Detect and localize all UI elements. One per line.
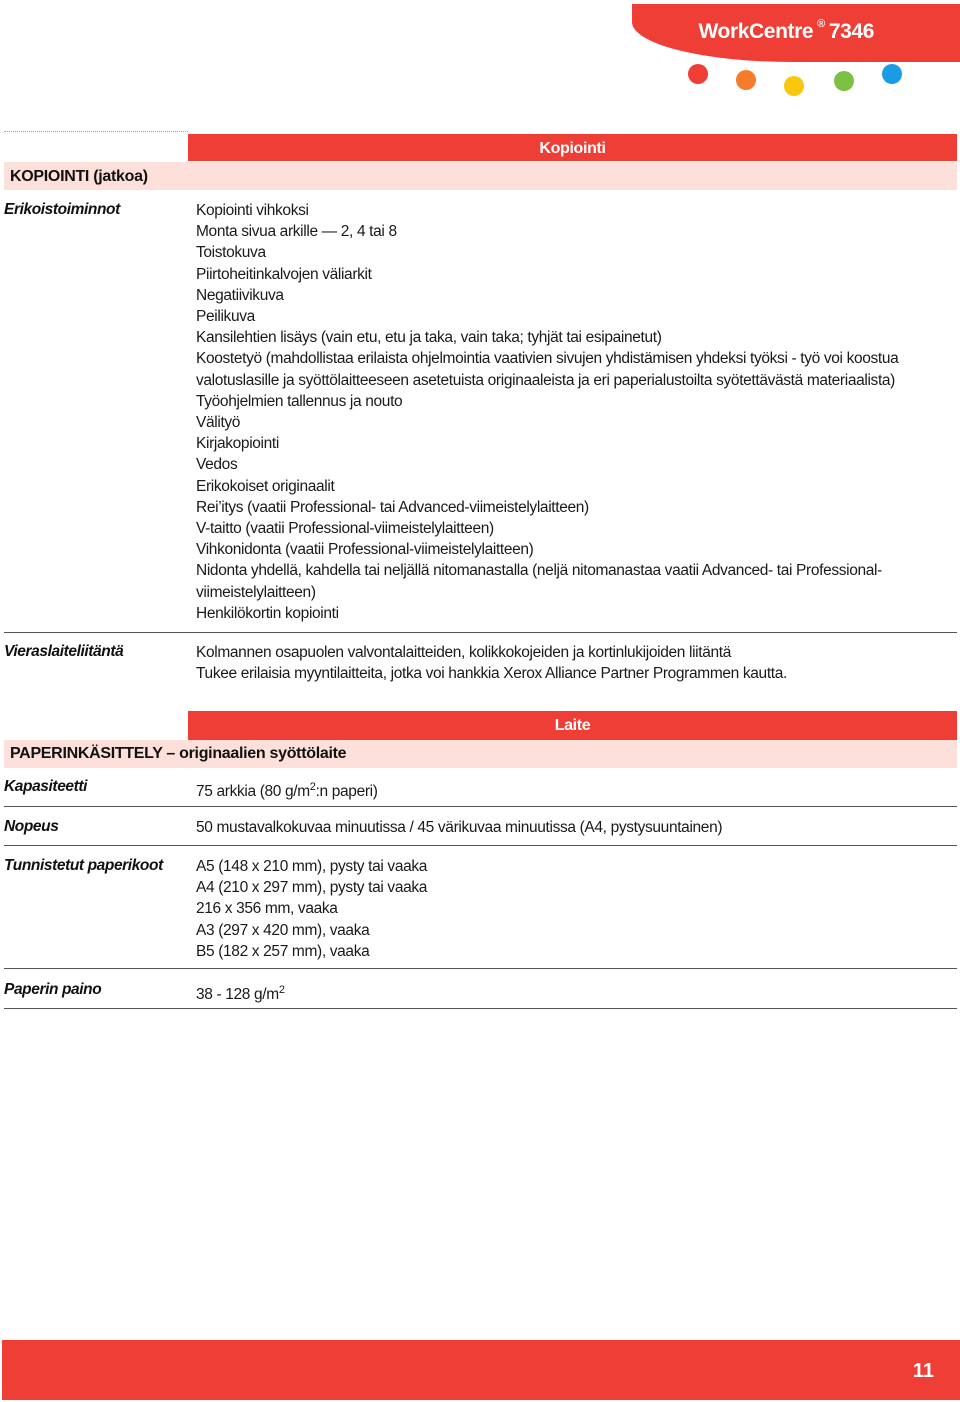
feature-line: viimeistelylaitteen): [196, 583, 316, 601]
row-divider: [4, 1008, 957, 1009]
weight-value: 38 - 128 g/m: [196, 986, 279, 1004]
feature-line: Toistokuva: [196, 244, 266, 262]
feature-line: Rei’itys (vaatii Professional- tai Advanced-viimeistelylaitteen): [196, 498, 589, 516]
paper-size-line: A3 (297 x 420 mm), vaaka: [196, 921, 370, 939]
color-dot-orange: [736, 70, 756, 90]
section-bar-laite: [188, 711, 957, 740]
page-footer: [2, 1340, 960, 1400]
paper-size-line: A5 (148 x 210 mm), pysty tai vaaka: [196, 858, 428, 875]
feature-line: Tukee erilaisia myyntilaitteita, jotka voi hankkia Xerox Alliance Partner Programmen kautta.: [196, 665, 787, 683]
feature-line: Vihkonidonta (vaatii Professional-viimeistelylaitteen): [196, 541, 534, 559]
section-title: KOPIOINTI (jatkoa): [10, 168, 148, 185]
registered-mark: ®: [817, 18, 825, 30]
row-label-nopeus: Nopeus: [4, 818, 59, 835]
feature-line: Kolmannen osapuolen valvontalaitteiden, kolikkokojeiden ja kortinlukijoiden liitäntä: [196, 644, 731, 661]
section-title: PAPERINKÄSITTELY – originaalien syöttölaite: [10, 745, 347, 762]
model-number: 7346: [828, 20, 874, 43]
feature-line: Kansilehtien lisäys (vain etu, etu ja taka, vain taka; tyhjät tai esipainetut): [196, 329, 662, 347]
feature-line: valotuslasille ja syöttölaitteeseen asetetuista originaaleista ja eri paperialustoilta syötettävästä materiaalista): [196, 371, 895, 389]
feature-line: Kirjakopiointi: [196, 435, 279, 453]
dotted-divider: [4, 131, 188, 132]
superscript: 2: [278, 984, 285, 996]
row-divider: [4, 968, 957, 969]
paper-size-line: A4 (210 x 297 mm), pysty tai vaaka: [196, 879, 428, 897]
feature-line: Erikokoiset originaalit: [196, 477, 335, 495]
feature-line: V-taitto (vaatii Professional-viimeistelylaitteen): [196, 520, 494, 538]
feature-line: Kopiointi vihkoksi: [196, 202, 309, 219]
feature-line: Monta sivua arkille — 2, 4 tai 8: [196, 223, 397, 241]
brand-title: [699, 20, 874, 44]
row-label-paperikoot: Tunnistetut paperikoot: [4, 857, 163, 874]
feature-line: Vedos: [196, 456, 238, 474]
row-divider: [4, 806, 957, 807]
color-dot-red: [688, 64, 708, 84]
row-value-paperin-paino: [196, 980, 916, 1005]
row-value-vieraslaiteliitanta: [196, 642, 916, 684]
feature-line: Henkilökortin kopiointi: [196, 604, 339, 622]
row-label-erikoistoiminnot: Erikoistoiminnot: [4, 201, 120, 218]
paper-size-line: 216 x 356 mm, vaaka: [196, 900, 338, 918]
row-label-paperin-paino: Paperin paino: [4, 981, 102, 998]
section-bar-label: Laite: [554, 717, 591, 734]
feature-line: Työohjelmien tallennus ja nouto: [196, 392, 403, 410]
row-divider: [4, 845, 957, 846]
row-label-kapasiteetti: Kapasiteetti: [4, 778, 88, 795]
row-divider: [4, 632, 957, 633]
color-dot-yellow: [784, 76, 804, 96]
row-value-erikoistoiminnot: [196, 200, 916, 624]
superscript: 2: [309, 781, 316, 793]
feature-line: Negatiivikuva: [196, 286, 284, 304]
row-label-vieraslaiteliitanta: Vieraslaiteliitäntä: [4, 643, 124, 660]
color-dot-blue: [882, 64, 902, 84]
row-value-kapasiteetti: [196, 777, 916, 802]
speed-value: 50 mustavalkokuvaa minuutissa / 45 värikuvaa minuutissa (A4, pystysuuntainen): [196, 819, 723, 836]
feature-line: Välityö: [196, 414, 241, 432]
color-dot-green: [834, 71, 854, 91]
section-bar-kopiointi: [188, 134, 957, 161]
feature-line: Piirtoheitinkalvojen väliarkit: [196, 265, 372, 283]
row-value-paperikoot: [196, 856, 916, 962]
brand-name: WorkCentre: [698, 20, 814, 43]
capacity-value: 75 arkkia (80 g/m: [196, 783, 310, 801]
brand-header: [632, 4, 960, 62]
feature-line: Nidonta yhdellä, kahdella tai neljällä nitomanastalla (neljä nitomanastaa vaatii Advanced- tai Professional-: [196, 562, 882, 580]
section-bar-label: Kopiointi: [539, 140, 606, 157]
capacity-suffix: :n paperi): [315, 783, 378, 801]
page-number: 11: [912, 1360, 934, 1382]
feature-line: Peilikuva: [196, 308, 255, 326]
paper-size-line: B5 (182 x 257 mm), vaaka: [196, 942, 370, 960]
feature-line: Koostetyö (mahdollistaa erilaista ohjelmointia vaativien sivujen yhdistämisen yhdeksi työksi - työ voi koostua: [196, 350, 899, 368]
row-value-nopeus: [196, 817, 916, 838]
